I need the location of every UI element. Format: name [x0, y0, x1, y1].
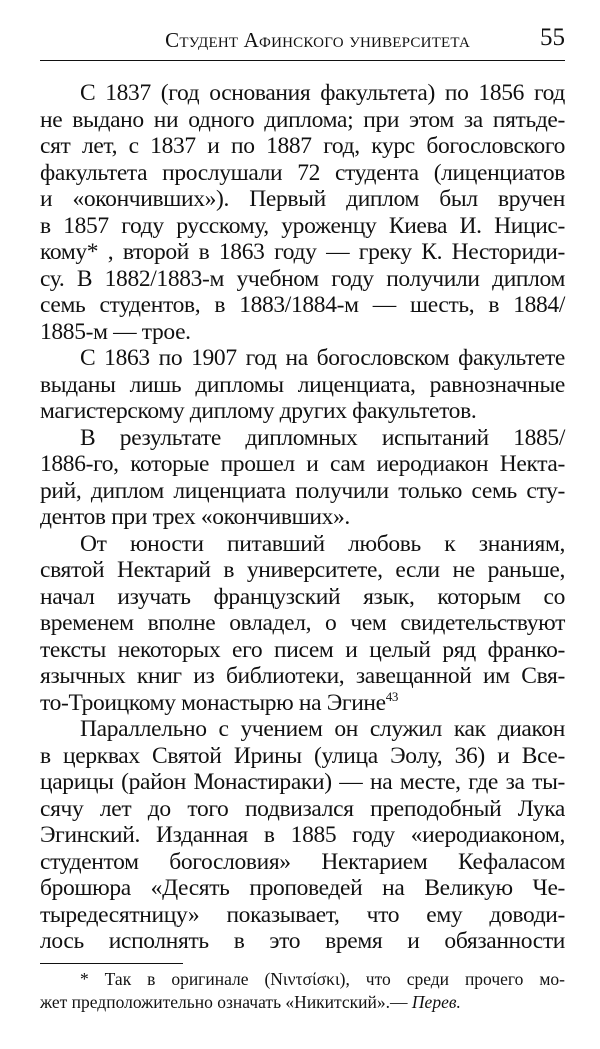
text-line: [40, 186, 565, 213]
footnote: [40, 968, 565, 1014]
text-line: [40, 716, 565, 743]
text-line: [40, 875, 565, 902]
text-line: [40, 849, 565, 876]
line-text: не выдано ни одного диплома; при этом за пятьде-: [40, 106, 565, 133]
text-line: [40, 584, 565, 611]
text-line: [40, 345, 565, 372]
paragraph: [40, 425, 565, 531]
text-line: [40, 398, 565, 425]
line-text: лось исполнять в это время и обязанности: [40, 928, 565, 954]
line-text: кому* , второй в 1863 году — греку К. Несториди-: [40, 239, 565, 265]
paragraph: [40, 531, 565, 717]
line-text: рий, диплом лиценциата получили только семь сту-: [40, 477, 565, 504]
text-line: [40, 690, 565, 717]
footnote-attribution: Перев.: [411, 992, 461, 1012]
footnote-text: жет предположительно означать «Никитский».—: [40, 992, 412, 1012]
line-text: сят лет, с 1837 и по 1887 год, курс богословского: [40, 133, 565, 159]
text-line: [40, 663, 565, 690]
text-line: [40, 743, 565, 770]
text-line: [40, 425, 565, 452]
text-line: [40, 292, 565, 319]
line-text: семь студентов, в 1883/1884-м — шесть, в 1884/: [40, 292, 565, 318]
line-text: дентов при трех «окончивших».: [40, 504, 350, 530]
text-line: [40, 637, 565, 664]
text-line: [40, 133, 565, 160]
text-line: [40, 80, 565, 107]
paragraph: [40, 716, 565, 955]
endnote-reference: 43: [385, 688, 399, 704]
line-text: то-Троицкому монастырю на Эгине: [40, 689, 386, 716]
text-line: [40, 160, 565, 187]
line-text: 1886-го, которые прошел и сам иеродиакон Некта-: [40, 451, 565, 477]
text-line: [40, 239, 565, 266]
text-line: [40, 531, 565, 558]
text-line: [40, 557, 565, 584]
line-text: С 1837 (год основания факультета) по 1856 год: [80, 80, 565, 106]
line-text: В результате дипломных испытаний 1885/: [80, 424, 565, 451]
paragraph: [40, 80, 565, 345]
running-title: Студент Афинского университета: [165, 28, 470, 52]
text-line: [40, 796, 565, 823]
line-text: су. В 1882/1883-м учебном году получили диплом: [40, 265, 565, 292]
line-text: царицы (район Монастираки) — на месте, где за ты-: [40, 769, 565, 795]
text-line: [40, 478, 565, 505]
page-number: 55: [540, 24, 565, 51]
text-line: [40, 107, 565, 134]
line-text: выданы лишь дипломы лиценциата, равнозначные: [40, 371, 565, 398]
line-text: Параллельно с учением он служил как диакон: [80, 716, 565, 742]
running-header: [40, 18, 565, 61]
line-text: начал изучать французский язык, которым со: [40, 583, 565, 610]
line-text: в 1857 году русскому, уроженцу Киева И. Ницис-: [40, 212, 565, 239]
text-line: [40, 319, 565, 346]
line-text: факультета прослушали 72 студента (лиценциатов: [40, 159, 565, 186]
line-text: и «окончивших»). Первый диплом был вручен: [40, 186, 565, 212]
line-text: 1885-м — трое.: [40, 318, 191, 345]
paragraph: [40, 345, 565, 425]
text-line: [40, 266, 565, 293]
text-line: [40, 769, 565, 796]
line-text: студентом богословия» Нектарием Кефаласом: [40, 848, 565, 875]
line-text: С 1863 по 1907 год на богословском факультете: [80, 345, 565, 371]
text-line: [40, 822, 565, 849]
line-text: магистерскому диплому других факультетов.: [40, 398, 477, 424]
text-line: [40, 504, 565, 531]
text-line: [40, 372, 565, 399]
body-text: [40, 80, 565, 955]
text-line: [40, 902, 565, 929]
footnote-line: [40, 991, 565, 1014]
text-line: [40, 451, 565, 478]
text-line: [40, 213, 565, 240]
line-text: тыредесятницу» показывает, что ему доводи-: [40, 901, 565, 928]
line-text: святой Нектарий в университете, если не раньше,: [40, 557, 565, 583]
line-text: тексты некоторых его писем и целый ряд франко-: [40, 636, 565, 663]
line-text: язычных книг из библиотеки, завещанной им Свя-: [40, 663, 565, 689]
line-text: От юности питавший любовь к знаниям,: [80, 530, 565, 557]
text-line: [40, 610, 565, 637]
line-text: временем вполне овладел, о чем свидетельствуют: [40, 610, 565, 636]
footnote-line: * Так в оригинале (Νιντσίσκι), что среди прочего мо-: [80, 969, 565, 989]
line-text: сячу лет до того подвизался преподобный Лука: [40, 795, 565, 822]
text-line: [40, 928, 565, 955]
line-text: в церквах Святой Ирины (улица Эолу, 36) и Все-: [40, 742, 565, 769]
footnote-divider: [40, 963, 183, 964]
line-text: брошюра «Десять проповедей на Великую Че-: [40, 875, 565, 901]
line-text: Эгинский. Изданная в 1885 году «иеродиаконом,: [40, 822, 565, 848]
